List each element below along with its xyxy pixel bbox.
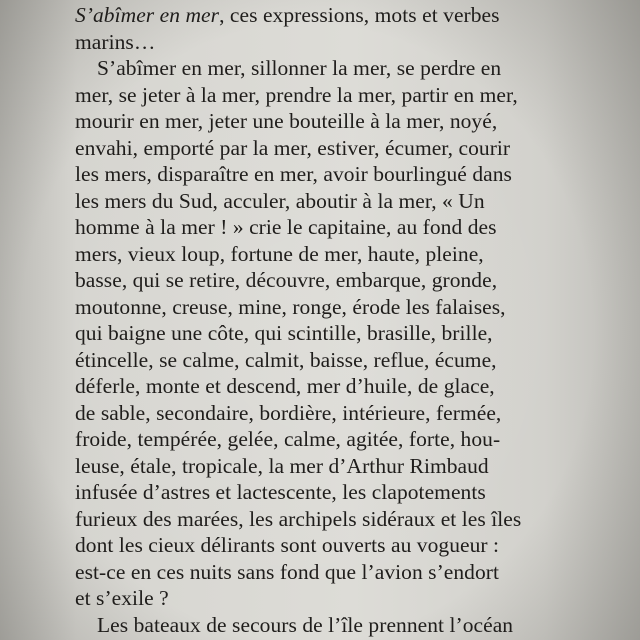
- paragraph-2-line-8: mers, vieux loup, fortune de mer, haute, pleine,: [75, 241, 484, 266]
- paragraph-2-line-17: infusée d’astres et lactescente, les clapotements: [75, 480, 486, 504]
- paragraph-2-line-15: froide, tempérée, gelée, calme, agitée, forte, hou-: [75, 427, 501, 451]
- paragraph-2-line-20: est-ce en ces nuits sans fond que l’avion s’endort: [75, 559, 500, 584]
- paragraph-2-line-11: qui baigne une côte, qui scintille, brasille, brille,: [75, 321, 493, 345]
- paragraph-2-line-3: mourir en mer, jeter une bouteille à la mer, noyé,: [75, 109, 498, 133]
- paragraph-1-line-2: marins…: [75, 29, 156, 54]
- paragraph-2-line-12: étincelle, se calme, calmit, baisse, reflue, écume,: [75, 347, 497, 372]
- paragraph-2-line-9: basse, qui se retire, découvre, embarque, gronde,: [75, 268, 498, 292]
- paragraph-1-line-1: [75, 2, 630, 29]
- paragraph-3-line-1: Les bateaux de secours de l’île prennent l’océan: [97, 612, 514, 637]
- paragraph-2-line-10: moutonne, creuse, mine, ronge, érode les falaises,: [75, 294, 506, 319]
- italic-phrase: S’abîmer en mer: [75, 3, 220, 27]
- paragraph-2-line-13: déferle, monte et descend, mer d’huile, de glace,: [75, 374, 495, 398]
- paragraph-2-line-2: mer, se jeter à la mer, prendre la mer, partir en mer,: [75, 82, 518, 107]
- paragraph-2-line-18: furieux des marées, les archipels sidéraux et les îles: [75, 506, 522, 531]
- paragraph-1-line-1-rest: , ces expressions, mots et verbes: [219, 3, 500, 27]
- paragraph-2-line-16: leuse, étale, tropicale, la mer d’Arthur Rimbaud: [75, 453, 489, 478]
- paragraph-2-line-4: envahi, emporté par la mer, estiver, écumer, courir: [75, 135, 511, 160]
- paragraph-2-line-19: dont les cieux délirants sont ouverts au vogueur :: [75, 533, 500, 557]
- paragraph-2-line-21: et s’exile ?: [75, 586, 169, 610]
- paragraph-2-line-7: homme à la mer ! » crie le capitaine, au fond des: [75, 215, 497, 239]
- paragraph-2-line-6: les mers du Sud, acculer, aboutir à la mer, « Un: [75, 188, 485, 213]
- paragraph-2-line-1: S’abîmer en mer, sillonner la mer, se perdre en: [97, 56, 502, 80]
- paragraph-2-line-14: de sable, secondaire, bordière, intérieure, fermée,: [75, 400, 502, 425]
- paragraph-2-line-5: les mers, disparaître en mer, avoir bourlingué dans: [75, 162, 512, 186]
- page-text: [75, 0, 630, 638]
